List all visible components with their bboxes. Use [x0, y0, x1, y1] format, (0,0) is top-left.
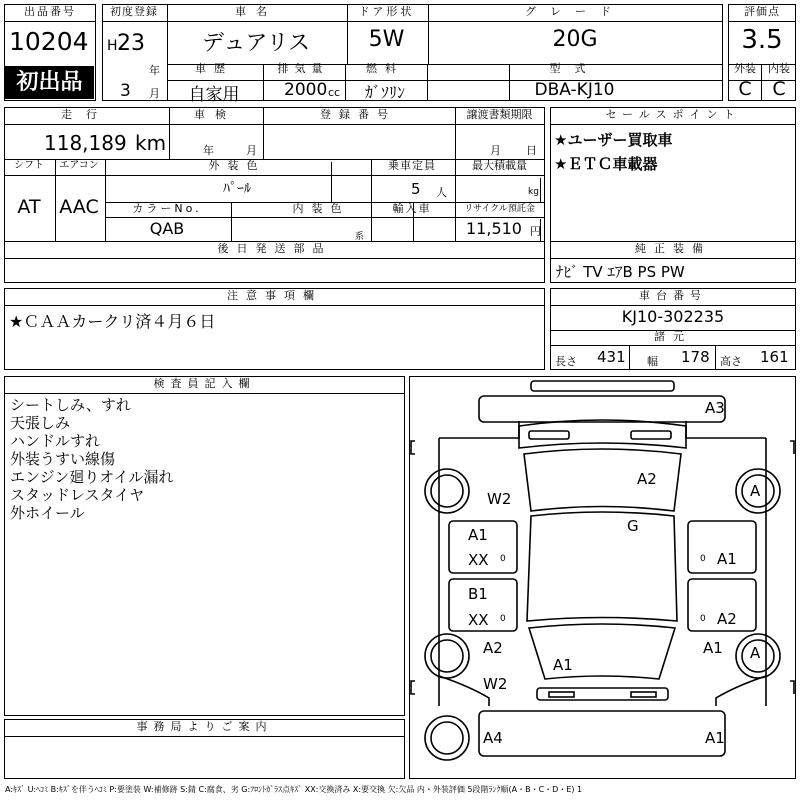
ac: AAC: [59, 196, 99, 218]
note-line: ハンドルすれ: [10, 432, 101, 450]
lot-number: 10204: [9, 27, 89, 56]
mark-small-o: 0: [700, 554, 706, 564]
door-label: ドア形状: [358, 5, 415, 18]
model-label: 型式: [549, 62, 600, 75]
score: 3.5: [741, 25, 783, 55]
grade: 20G: [552, 27, 598, 52]
hood: [529, 624, 675, 679]
max-load-unit: kg: [528, 187, 539, 197]
mark-roof: A2: [637, 470, 657, 488]
car-diagram: [409, 376, 796, 779]
note-line: スタッドレスタイヤ: [10, 486, 145, 504]
car-name: デュアリス: [201, 31, 311, 56]
length: 431: [597, 348, 626, 366]
transfer-month-unit: 月: [490, 144, 501, 157]
history-label: 車歴: [195, 62, 233, 75]
displacement-unit: cc: [328, 86, 341, 99]
ac-label: エアコン: [59, 160, 99, 171]
later-parts-label: 後日発送部品: [217, 242, 332, 255]
month-unit: 月: [149, 87, 160, 100]
cabin: [527, 512, 677, 621]
note-line: 天張しみ: [10, 414, 71, 432]
reg-no-label: 登録番号: [320, 108, 396, 121]
legend: A:ｷｽﾞ U:ﾍｺﾐ B:ｷｽﾞを伴うﾍｺﾐ P:要塗装 W:補修跡 S:錆 C:腐食、劣 G:ﾌﾛﾝﾄｶﾞﾗｽ点ｷｽﾞ XX:交換済み X:要交換 欠:欠品 内・外装評価 5段階ﾗﾝｸ順(A・B・C・D・E) 1: [5, 785, 583, 794]
mark-small-o: 0: [500, 614, 506, 624]
mark-hood: A1: [553, 656, 573, 674]
interior-label: 内装: [768, 62, 790, 75]
rear-bumper-strip: [531, 381, 674, 391]
history: 自家用: [188, 85, 240, 105]
inspection-month-unit: 月: [246, 144, 257, 157]
recycle-label: リサイクル預託金: [464, 204, 535, 214]
mark-left-rear-door-x: XX: [468, 551, 489, 569]
transfer-day-unit: 日: [526, 144, 537, 157]
caution-label: 注意事項欄: [227, 289, 322, 302]
mark-rear-bumper: A3: [705, 399, 725, 417]
import-label: 輸入車: [392, 202, 432, 215]
first-reg-year: 23: [117, 31, 145, 56]
mark-right-front-fender: A1: [703, 639, 723, 657]
fuel: ｶﾞｿﾘﾝ: [364, 83, 405, 102]
mark-left-front-door-x: XX: [468, 611, 489, 629]
mark-right-front-tire: A: [750, 644, 761, 662]
front-grille: [537, 688, 668, 700]
mark-right-front-door: A2: [717, 610, 737, 628]
displacement-label: 排気量: [277, 62, 329, 75]
max-load-label: 最大積載量: [472, 159, 527, 172]
equipment-label: 純正装備: [635, 242, 711, 255]
height-label: 高さ: [720, 355, 742, 368]
mark-front-bumper-right: A1: [705, 729, 725, 747]
sales-point-1: ★ユーザー買取車: [554, 131, 673, 149]
mark-left-rear-door-a: A1: [468, 526, 488, 544]
width-label: 幅: [647, 355, 658, 368]
note-line: 外ホイール: [10, 504, 85, 522]
rear-glass: [519, 420, 686, 448]
color-no: QAB: [149, 219, 185, 238]
exterior-grade: C: [738, 78, 752, 100]
mark-left-front-door-a: B1: [468, 585, 488, 603]
shift: AT: [17, 196, 41, 218]
length-label: 長さ: [555, 355, 577, 368]
seats-unit: 人: [436, 186, 447, 199]
model: DBA-KJ10: [534, 80, 615, 100]
mark-front-bumper-left: A4: [483, 729, 503, 747]
mark-left-front-fender: A2: [483, 639, 503, 657]
mark-small-o: 0: [500, 554, 506, 564]
era: H: [107, 38, 118, 54]
rear-bumper: [479, 396, 725, 422]
chassis-number: KJ10-302235: [621, 307, 725, 326]
score-label: 評価点: [744, 5, 780, 18]
mark-small-o: 0: [700, 614, 706, 624]
mark-left-front-wheel: W2: [483, 675, 508, 693]
width: 178: [681, 348, 710, 366]
inspector-notes: [10, 396, 174, 522]
shift-label: シフト: [14, 160, 44, 171]
recycle: 11,510: [466, 219, 522, 238]
mileage-unit: km: [135, 131, 167, 155]
recycle-unit: 円: [530, 225, 541, 238]
transfer-label: 譲渡書類期限: [466, 108, 533, 121]
year-unit: 年: [149, 64, 160, 77]
lot-number-label: 出品番号: [24, 5, 76, 18]
note-line: 外装うすい線傷: [10, 450, 116, 468]
interior-grade: C: [772, 78, 786, 100]
note-line: エンジン廻りオイル漏れ: [10, 468, 174, 486]
first-reg-month: 3: [120, 81, 131, 101]
mileage: 118,189: [44, 131, 127, 155]
mark-left-rear-wheel: W2: [487, 490, 512, 508]
car-name-label: 車名: [235, 5, 277, 18]
roof: [524, 449, 681, 511]
note-line: シートしみ、すれ: [10, 396, 131, 414]
fuel-label: 燃料: [366, 62, 404, 75]
mark-right-rear-tire: A: [750, 482, 761, 500]
mark-center: G: [627, 517, 639, 535]
equipment: ﾅﾋﾞ TV ｴｱB PS PW: [556, 263, 685, 281]
inspector-label: 検査員記入欄: [153, 377, 256, 390]
grade-label: グレード: [525, 5, 625, 18]
caution-text: ★ＣＡＡカークリ済４月６日: [9, 312, 216, 331]
first-reg-label: 初度登録: [110, 5, 158, 18]
chassis-label: 車台番号: [639, 289, 707, 302]
displacement: 2000: [284, 80, 328, 100]
height: 161: [760, 348, 789, 366]
color-label: 外装色: [208, 159, 266, 172]
color: ﾊﾟｰﾙ: [223, 181, 251, 197]
sales-point-2: ★ＥＴＣ車載器: [554, 155, 658, 173]
seats-label: 乗車定員: [388, 159, 436, 172]
inspection-label: 車検: [194, 108, 236, 121]
specs-label: 諸元: [654, 330, 692, 343]
color-no-label: カラーNo.: [132, 202, 202, 215]
inspection-year-unit: 年: [203, 144, 214, 157]
mark-right-rear-door: A1: [717, 550, 737, 568]
mileage-label: 走行: [61, 108, 111, 121]
first-listing-badge: 初出品: [5, 66, 94, 99]
seats: 5: [411, 180, 421, 198]
office-label: 事務局よりご案内: [136, 720, 273, 733]
int-color-unit: 系: [355, 232, 365, 242]
front-bumper: [479, 711, 725, 756]
int-color-label: 内装色: [292, 202, 350, 215]
door-type: 5W: [368, 27, 405, 52]
sales-points-label: セールスポイント: [605, 108, 741, 121]
exterior-label: 外装: [734, 62, 756, 75]
